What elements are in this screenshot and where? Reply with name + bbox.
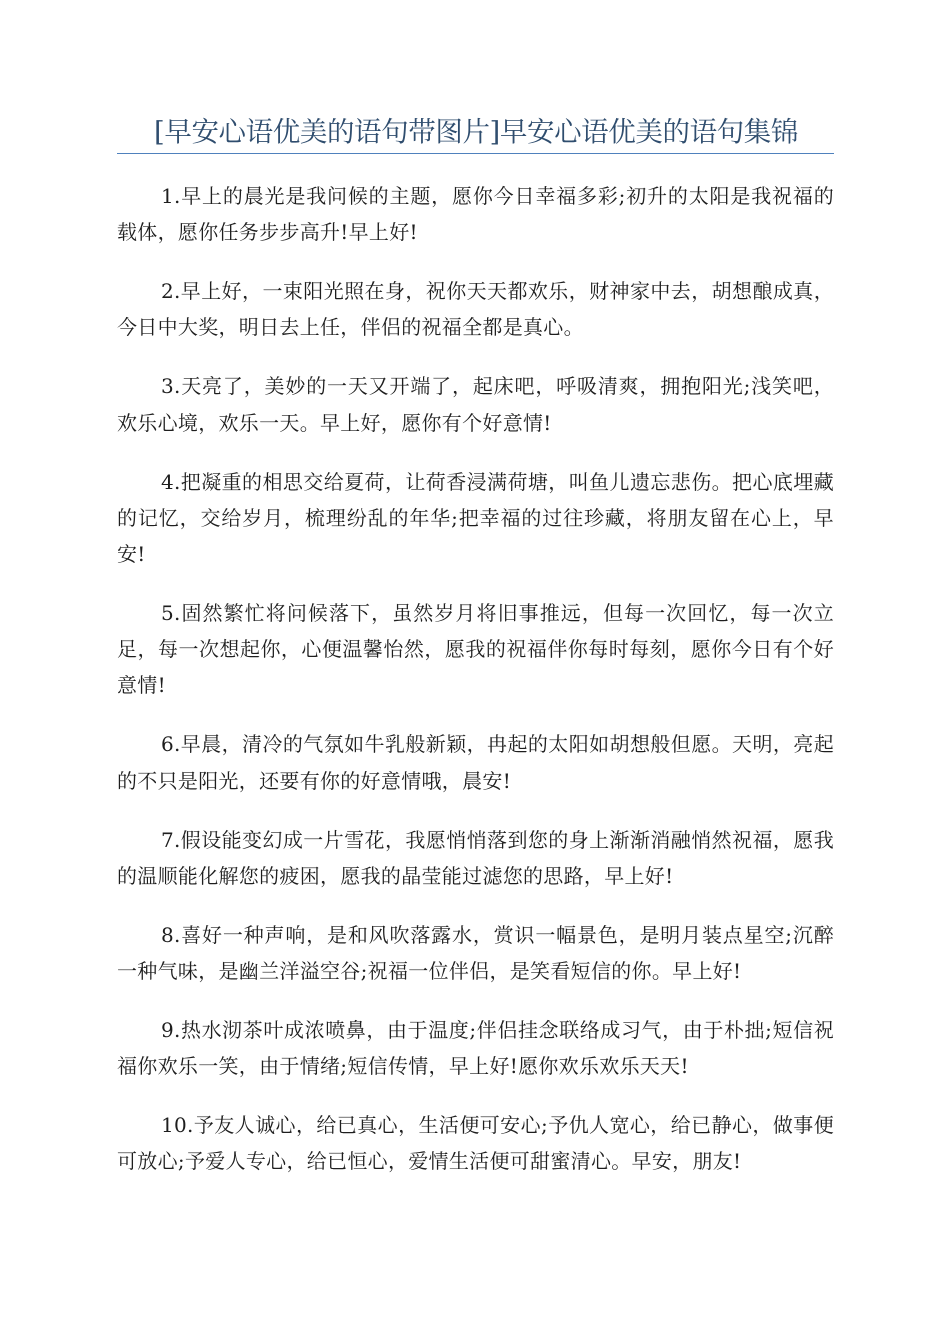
paragraph-5: 5.固然繁忙将问候落下，虽然岁月将旧事推远，但每一次回忆，每一次立足，每一次想起你，心便温馨怡然，愿我的祝福伴你每时每刻，愿你今日有个好意情! xyxy=(117,601,834,698)
paragraph-7: 7.假设能变幻成一片雪花，我愿悄悄落到您的身上渐渐消融悄然祝福，愿我的温顺能化解您的疲困，愿我的晶莹能过滤您的思路，早上好! xyxy=(117,827,834,888)
paragraph-9: 9.热水沏茶叶成浓喷鼻，由于温度;伴侣挂念联络成习气，由于朴拙;短信祝福你欢乐一笑，由于情绪;短信传情，早上好!愿你欢乐欢乐天天! xyxy=(117,1018,834,1079)
paragraph-1: 1.早上的晨光是我问候的主题，愿你今日幸福多彩;初升的太阳是我祝福的载体，愿你任务步步高升!早上好! xyxy=(117,184,834,245)
paragraph-4: 4.把凝重的相思交给夏荷，让荷香浸满荷塘，叫鱼儿遗忘悲伤。把心底埋藏的记忆，交给岁月，梳理纷乱的年华;把幸福的过往珍藏，将朋友留在心上，早安! xyxy=(117,469,834,567)
document-body xyxy=(117,178,834,1202)
paragraph-8: 8.喜好一种声响，是和风吹落露水，赏识一幅景色，是明月装点星空;沉醉一种气味，是幽兰洋溢空谷;祝福一位伴侣，是笑看短信的你。早上好! xyxy=(117,922,834,984)
paragraph-3: 3.天亮了，美妙的一天又开端了，起床吧，呼吸清爽，拥抱阳光;浅笑吧，欢乐心境，欢乐一天。早上好，愿你有个好意情! xyxy=(117,374,834,435)
paragraph-10: 10.予友人诚心，给已真心，生活便可安心;予仇人宽心，给已静心，做事便可放心;予爱人专心，给已恒心，爱情生活便可甜蜜清心。早安，朋友! xyxy=(117,1113,834,1174)
document-title: [早安心语优美的语句带图片]早安心语优美的语句集锦 xyxy=(154,116,798,148)
paragraph-2: 2.早上好，一束阳光照在身，祝你天天都欢乐，财神家中去，胡想酿成真，今日中大奖，明日去上任，伴侣的祝福全都是真心。 xyxy=(117,279,834,340)
paragraph-6: 6.早晨，清冷的气氛如牛乳般新颖，冉起的太阳如胡想般但愿。天明，亮起的不只是阳光，还要有你的好意情哦，晨安! xyxy=(117,732,834,793)
title-underline-divider xyxy=(117,153,834,154)
